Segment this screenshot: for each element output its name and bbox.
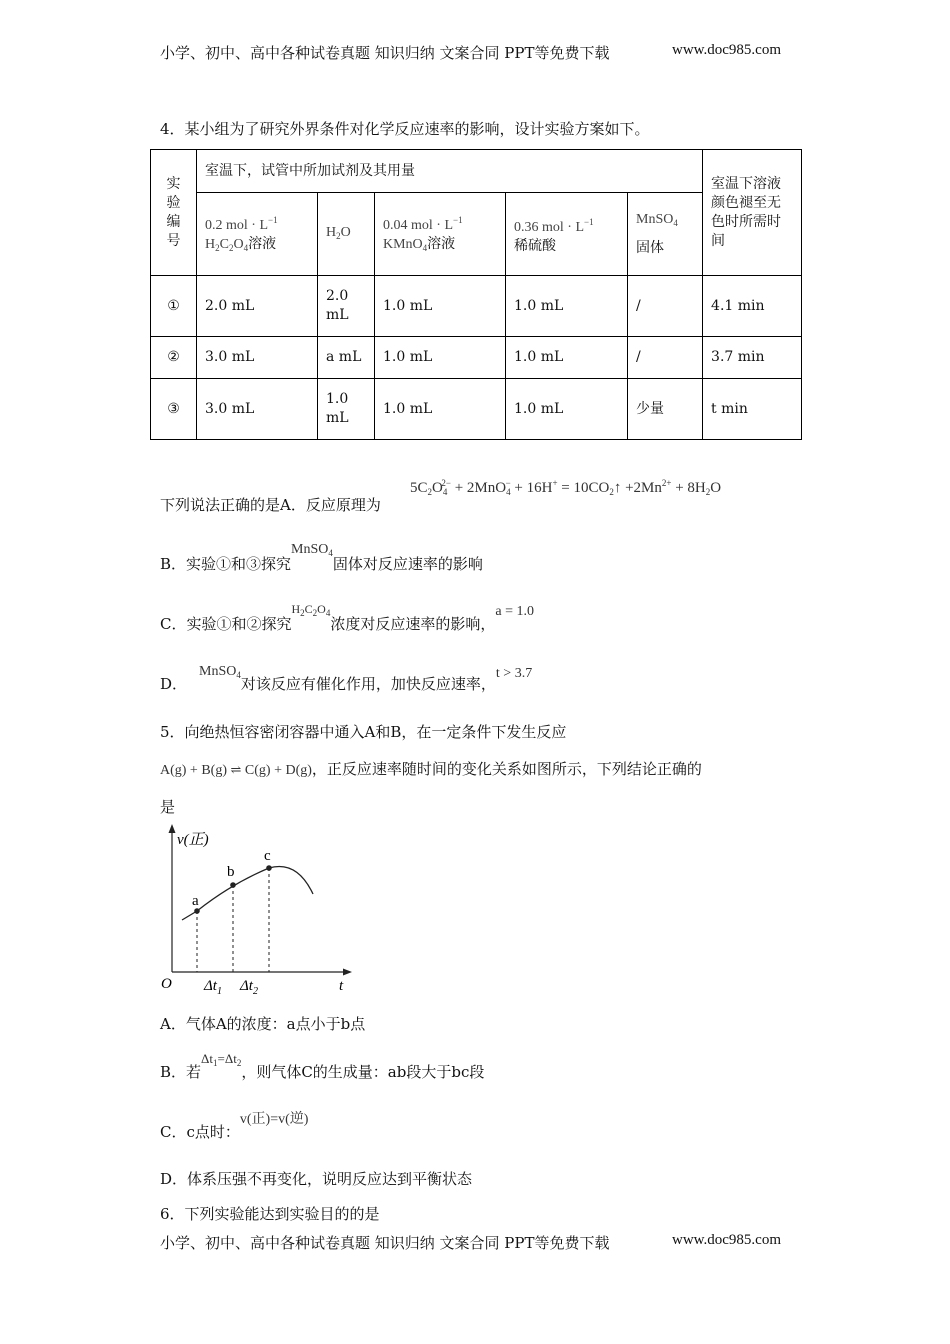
cell-time: 4.1 min <box>703 276 802 337</box>
cell-h2c2o4: 3.0 mL <box>197 379 318 440</box>
cell-mnso4: / <box>628 337 703 379</box>
q5-stem-3: 是 <box>160 798 176 816</box>
row-id: ② <box>151 337 197 379</box>
reagent-kmno4: 0.04 mol · $L^{-1}$ KMnO$_4$溶液 <box>375 193 506 276</box>
x-axis-arrow <box>343 969 352 976</box>
q4-equation: $5C_2O_4^{2-} + 2MnO_4^- + 16H^+$ = $10CO_2↑ +2Mn^{2+} + 8H_2O$ <box>410 478 722 497</box>
cell-time: t min <box>703 379 802 440</box>
rate-curve <box>182 866 313 920</box>
cell-h2o: 1.0 mL <box>318 379 375 440</box>
q6-stem: 6．下列实验能达到实验目的的是 <box>160 1205 380 1223</box>
q5-stem-2: A(g) + B(g) ⇌ C(g) + D(g)，正反应速率随时间的变化关系如图所示，下列结论正确的 <box>160 760 702 778</box>
reagent-h2so4: 0.36 mol · $L^{-1}$ 稀硫酸 <box>506 193 628 276</box>
row-id: ① <box>151 276 197 337</box>
header-text: 小学、初中、高中各种试卷真题 知识归纳 文案合同 PPT等免费下载 <box>160 44 610 62</box>
footer-url: www.doc985.com <box>672 1232 782 1248</box>
q4-prompt: 下列说法正确的是A．反应原理为 <box>160 496 381 514</box>
point-c-label: c <box>264 848 271 864</box>
reagent-group-header: 室温下，试管中所加试剂及其用量 <box>197 150 703 193</box>
point-a-label: a <box>192 893 199 909</box>
q5-stem-1: 5．向绝热恒容密闭容器中通入A和B，在一定条件下发生反应 <box>160 723 567 741</box>
cell-kmno4: 1.0 mL <box>375 276 506 337</box>
cell-kmno4: 1.0 mL <box>375 379 506 440</box>
experiment-table <box>150 149 802 440</box>
table-row <box>151 337 802 379</box>
table-row <box>151 379 802 440</box>
cell-time: 3.7 min <box>703 337 802 379</box>
rate-time-graph <box>155 822 360 1002</box>
y-axis-label: v(正) <box>177 832 209 848</box>
cell-h2so4: 1.0 mL <box>506 276 628 337</box>
q4-option-d: D．MnSO$_4$对该反应有催化作用，加快反应速率，t > 3.7 <box>160 664 533 693</box>
reagent-h2o: $H_2O$ <box>318 193 375 276</box>
cell-h2o: 2.0 mL <box>318 276 375 337</box>
point-a <box>194 908 200 914</box>
q4-option-b: B．实验①和③探究MnSO$_4$固体对反应速率的影响 <box>160 542 483 573</box>
q5-option-a: A．气体A的浓度：a点小于b点 <box>160 1015 366 1033</box>
col-fade-time: 室温下溶液颜色褪至无色时所需时间 <box>703 150 802 276</box>
cell-h2c2o4: 2.0 mL <box>197 276 318 337</box>
cell-h2so4: 1.0 mL <box>506 337 628 379</box>
cell-h2c2o4: 3.0 mL <box>197 337 318 379</box>
dt2-label: $\Delta t_2$ <box>240 978 258 997</box>
cell-mnso4: 少量 <box>628 379 703 440</box>
cell-h2o: a mL <box>318 337 375 379</box>
cell-h2so4: 1.0 mL <box>506 379 628 440</box>
dt1-label: $\Delta t_1$ <box>204 978 222 997</box>
q5-option-c: C．c点时：v(正)=v(逆) <box>160 1112 309 1141</box>
q4-option-c: C．实验①和②探究$^{H_2C_2O_4}$浓度对反应速率的影响，a = 1.0 <box>160 602 534 633</box>
q5-option-d: D．体系压强不再变化，说明反应达到平衡状态 <box>160 1170 473 1188</box>
reagent-mnso4: MnSO$_4$ 固体 <box>628 193 703 276</box>
q5-option-b: B．若$\Delta t_1=\Delta t_2$，则气体C的生成量：ab段大于bc段 <box>160 1051 485 1081</box>
cell-kmno4: 1.0 mL <box>375 337 506 379</box>
col-exp-number: 实验编号 <box>151 150 197 276</box>
point-b <box>230 882 236 888</box>
point-c <box>266 865 272 871</box>
q4-stem: 4．某小组为了研究外界条件对化学反应速率的影响，设计实验方案如下。 <box>160 120 650 138</box>
row-id: ③ <box>151 379 197 440</box>
footer-text: 小学、初中、高中各种试卷真题 知识归纳 文案合同 PPT等免费下载 <box>160 1234 610 1252</box>
x-axis-label: t <box>339 978 344 994</box>
y-axis-arrow <box>169 824 176 833</box>
point-b-label: b <box>227 864 235 880</box>
table-row <box>151 276 802 337</box>
origin-label: O <box>161 976 172 992</box>
cell-mnso4: / <box>628 276 703 337</box>
header-url: www.doc985.com <box>672 42 782 58</box>
reagent-h2c2o4: 0.2 mol · $L^{-1}$ $H_2C_2O_4$溶液 <box>197 193 318 276</box>
